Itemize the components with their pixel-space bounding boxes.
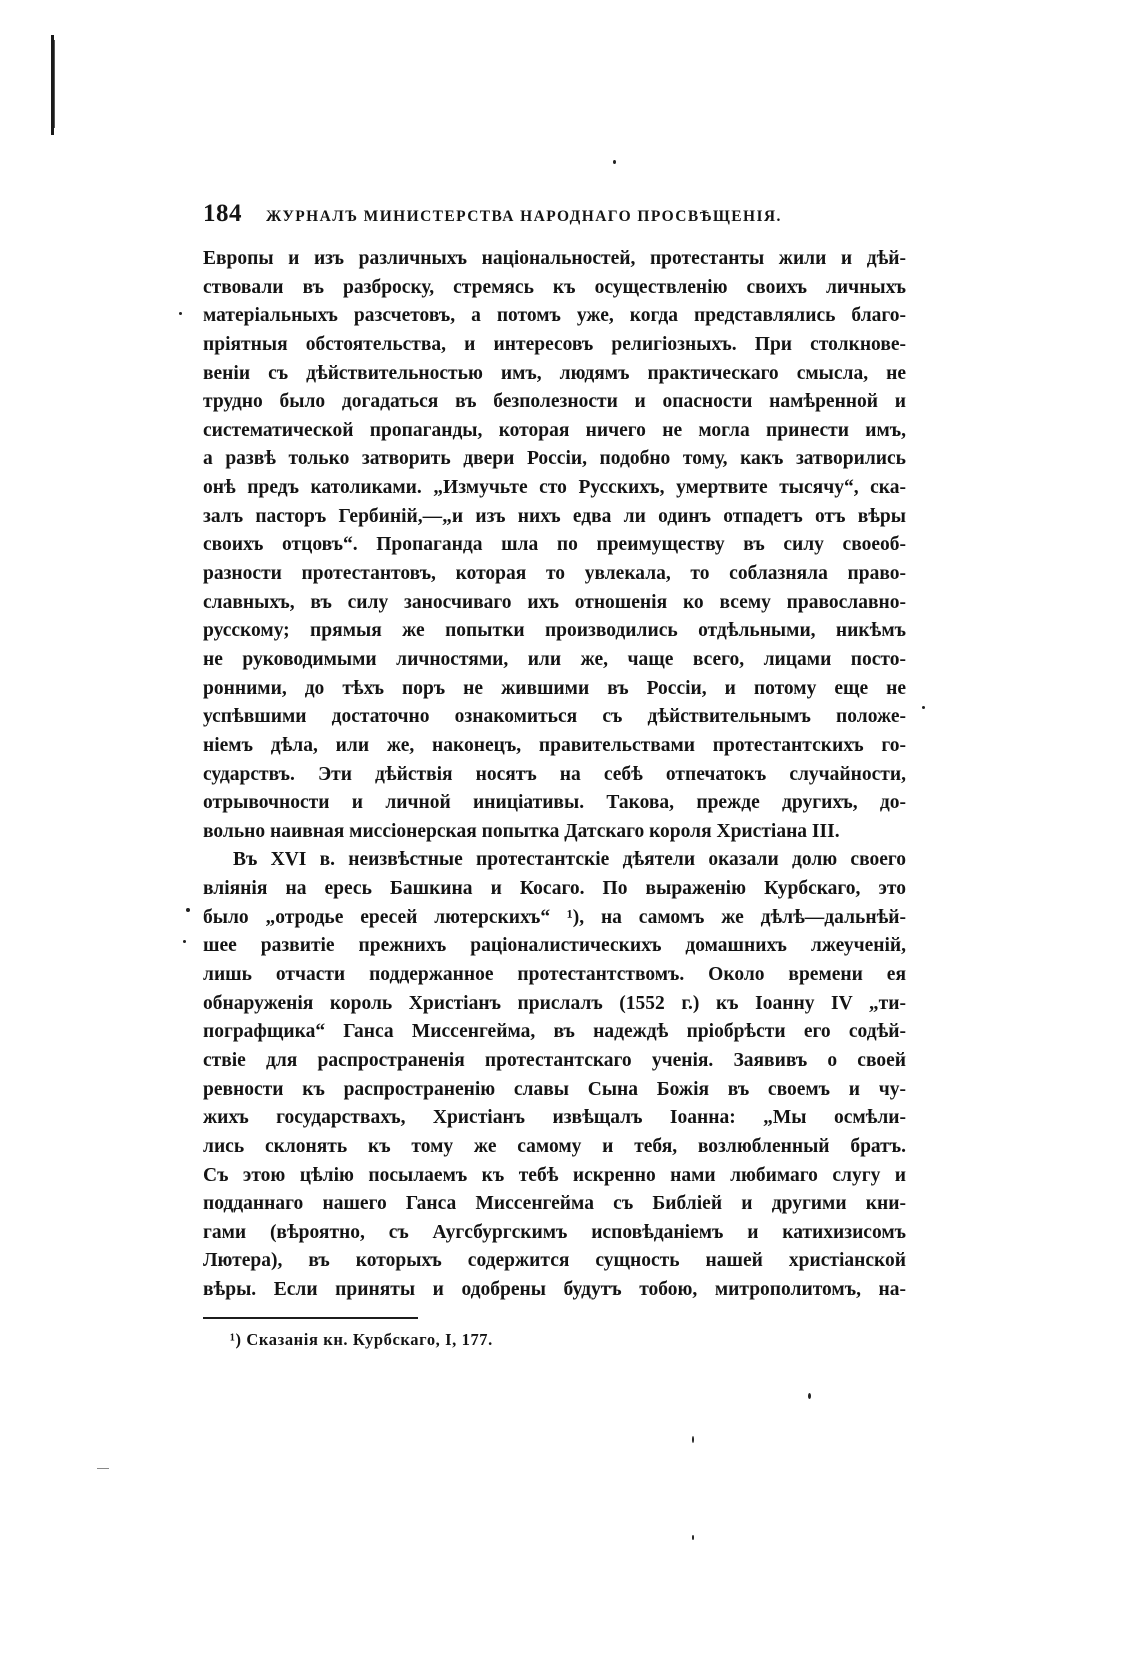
text-line: ніемъ дѣла, или же, наконецъ, правительствами протестантскихъ го- [203,734,906,756]
text-line: вѣры. Если приняты и одобрены будутъ тобою, митрополитомъ, на- [203,1279,906,1301]
text-line: залъ пасторъ Гербиній,—„и изъ нихъ едва ли одинъ отпадетъ отъ вѣры [203,505,906,527]
text-line: своихъ отцовъ“. Пропаганда шла по преимуществу въ силу своеоб- [203,534,906,556]
text-line: онѣ предъ католиками. „Измучьте сто Русскихъ, умертвите тысячу“, ска- [203,477,906,499]
page-header [203,200,903,240]
scan-speck [692,1535,694,1540]
text-line: сударствъ. Эти дѣйствія носятъ на себѣ отпечатокъ случайности, [203,763,906,785]
text-line: не руководимыми личностями, или же, чаще всего, лицами посто- [203,648,906,670]
text-line: Лютера), въ которыхъ содержится сущность нашей христіанской [203,1250,906,1272]
text-line: пографщика“ Ганса Миссенгейма, въ надеждѣ пріобрѣсти его содѣй- [203,1021,906,1043]
scan-speck [808,1393,811,1399]
text-line: Въ XVI в. неизвѣстные протестантскіе дѣятели оказали долю своего [233,849,906,871]
text-line: лишь отчасти поддержанное протестантствомъ. Около времени ея [203,964,906,986]
running-title: ЖУРНАЛЪ МИНИСТЕРСТВА НАРОДНАГО ПРОСВѢЩЕНІЯ. [266,208,782,225]
text-line: Съ этою цѣлію посылаемъ къ тебѣ искренно нами любимаго слугу и [203,1164,906,1186]
text-line: вольно наивная миссіонерская попытка Датскаго короля Христіана III. [203,820,840,842]
scan-speck [613,160,616,164]
text-line: шее развитіе прежнихъ раціоналистическихъ домашнихъ лжеученій, [203,935,906,957]
text-line: отрывочности и личной иниціативы. Такова, прежде другихъ, до- [203,792,906,814]
text-line: веніи съ дѣйствительностью имъ, людямъ практическаго смысла, не [203,362,906,384]
scan-edge-mark-secondary [54,40,55,128]
text-line: ствовали въ разброску, стремясь къ осуществленію своихъ личныхъ [203,276,906,298]
scan-speck [179,312,182,315]
scan-speck [186,908,190,912]
text-line: гами (вѣроятно, съ Аугсбургскимъ исповѣданіемъ и катихизисомъ [203,1221,906,1243]
text-line: лись склонять къ тому же самому и тебя, возлюбленный братъ. [203,1135,906,1157]
text-line: ревности къ распространенію славы Сына Божія въ своемъ и чу- [203,1078,906,1100]
page-number: 184 [203,200,242,227]
text-line: подданнаго нашего Ганса Миссенгейма съ Библіей и другими кни- [203,1193,906,1215]
text-line: жихъ государствахъ, Христіанъ извѣщалъ Іоанна: „Мы осмѣли- [203,1107,906,1129]
text-line: матеріальныхъ разсчетовъ, а потомъ уже, когда представлялись благо- [203,305,906,327]
text-line: разности протестантовъ, которая то увлекала, то соблазняла право- [203,563,906,585]
text-line: ронними, до тѣхъ поръ не жившими въ Россіи, и потому еще не [203,677,906,699]
text-line: Европы и изъ различныхъ національностей, протестанты жили и дѣй- [203,248,906,269]
text-line: успѣвшими достаточно ознакомиться съ дѣйствительнымъ положе- [203,706,906,728]
text-line: ствіе для распространенія протестантскаго ученія. Заявивъ о своей [203,1049,906,1071]
text-line: пріятныя обстоятельства, и интересовъ религіозныхъ. При столкнове- [203,333,906,355]
text-line: а развѣ только затворить двери Россіи, подобно тому, какъ затворились [203,448,906,470]
text-line: систематической пропаганды, которая ничего не могла принести имъ, [203,419,906,441]
footnote-rule [203,1317,418,1319]
text-line: вліянія на ересь Башкина и Косаго. По выраженію Курбскаго, это [203,878,906,900]
body-text [203,245,906,1305]
text-line: было „отродье ересей лютерскихъ“ ¹), на самомъ же дѣлѣ—дальнѣй- [203,906,906,928]
scan-speck [692,1436,694,1443]
text-line: трудно было догадаться въ безполезности и опасности намѣренной и [203,391,906,413]
text-line: славныхъ, въ силу заносчиваго ихъ отношенія ко всему православно- [203,591,906,613]
footnote: ¹) Сказанія кн. Курбскаго, I, 177. [230,1330,493,1349]
scan-speck [97,1468,109,1469]
text-line: обнаруженія король Христіанъ прислалъ (1552 г.) къ Іоанну IV „ти- [203,992,906,1014]
scan-speck [922,706,925,709]
scan-speck [183,940,186,943]
text-line: русскому; прямыя же попытки производились отдѣльными, никѣмъ [203,620,906,642]
